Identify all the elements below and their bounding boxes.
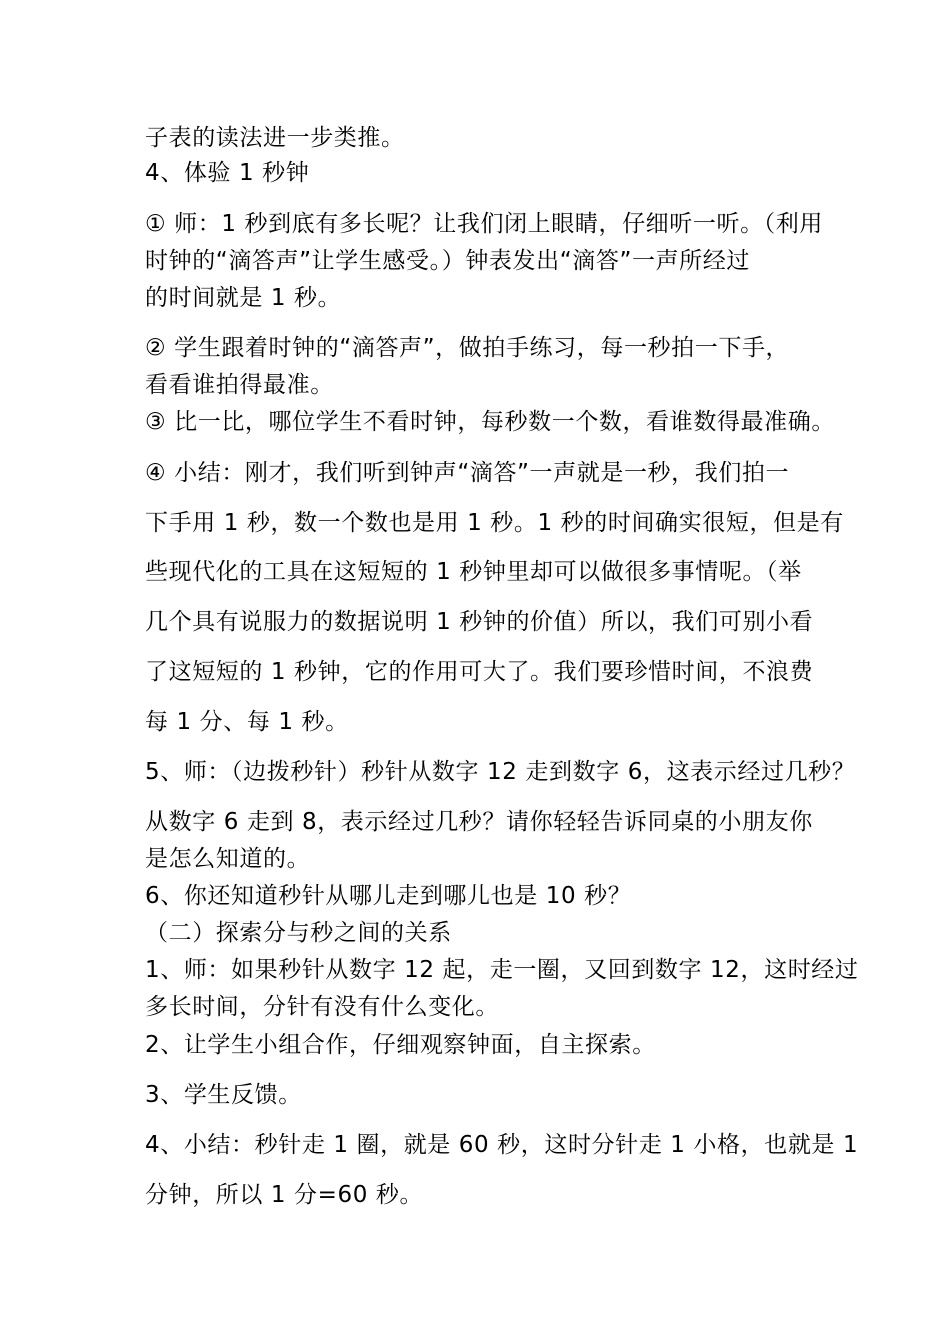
text-line: 从数字 6 走到 8，表示经过几秒？请你轻轻告诉同桌的小朋友你 <box>145 809 813 835</box>
text-line: 看看谁拍得最准。 <box>145 372 334 398</box>
text-line: 5、师：（边拨秒针）秒针从数字 12 走到数字 6，这表示经过几秒？ <box>145 759 856 785</box>
section-heading: 4、体验 1 秒钟 <box>145 160 310 186</box>
section-heading: （二）探索分与秒之间的关系 <box>145 920 452 946</box>
text-line: 2、让学生小组合作，仔细观察钟面，自主探索。 <box>145 1032 656 1058</box>
text-line: 3、学生反馈。 <box>145 1082 302 1108</box>
text-line: 子表的读法进一步类推。 <box>145 125 405 151</box>
text-line: 了这短短的 1 秒钟，它的作用可大了。我们要珍惜时间，不浪费 <box>145 659 814 685</box>
text-line: ① 师：1 秒到底有多长呢？让我们闭上眼睛，仔细听一听。（利用 <box>145 211 823 237</box>
text-line: ③ 比一比，哪位学生不看时钟，每秒数一个数，看谁数得最准确。 <box>145 409 835 435</box>
text-line: 分钟，所以 1 分=60 秒。 <box>145 1182 424 1208</box>
text-line: 是怎么知道的。 <box>145 846 311 872</box>
text-line: 6、你还知道秒针从哪儿走到哪儿也是 10 秒？ <box>145 883 632 909</box>
text-line: 些现代化的工具在这短短的 1 秒钟里却可以做很多事情呢。（举 <box>145 559 802 585</box>
text-line: 1、师：如果秒针从数字 12 起，走一圈，又回到数字 12，这时经过 <box>145 957 859 983</box>
text-line: ④ 小结：刚才，我们听到钟声“滴答”一声就是一秒，我们拍一 <box>145 460 790 486</box>
text-line: 多长时间，分针有没有什么变化。 <box>145 994 499 1020</box>
text-line: ② 学生跟着时钟的“滴答声”，做拍手练习，每一秒拍一下手， <box>145 335 790 361</box>
text-line: 几个具有说服力的数据说明 1 秒钟的价值）所以，我们可别小看 <box>145 609 814 635</box>
text-line: 4、小结：秒针走 1 圈，就是 60 秒，这时分针走 1 小格，也就是 1 <box>145 1132 859 1158</box>
text-line: 时钟的“滴答声”让学生感受。）钟表发出“滴答”一声所经过 <box>145 248 750 274</box>
text-line: 的时间就是 1 秒。 <box>145 285 342 311</box>
text-line: 下手用 1 秒，数一个数也是用 1 秒。1 秒的时间确实很短，但是有 <box>145 510 844 536</box>
text-line: 每 1 分、每 1 秒。 <box>145 709 349 735</box>
